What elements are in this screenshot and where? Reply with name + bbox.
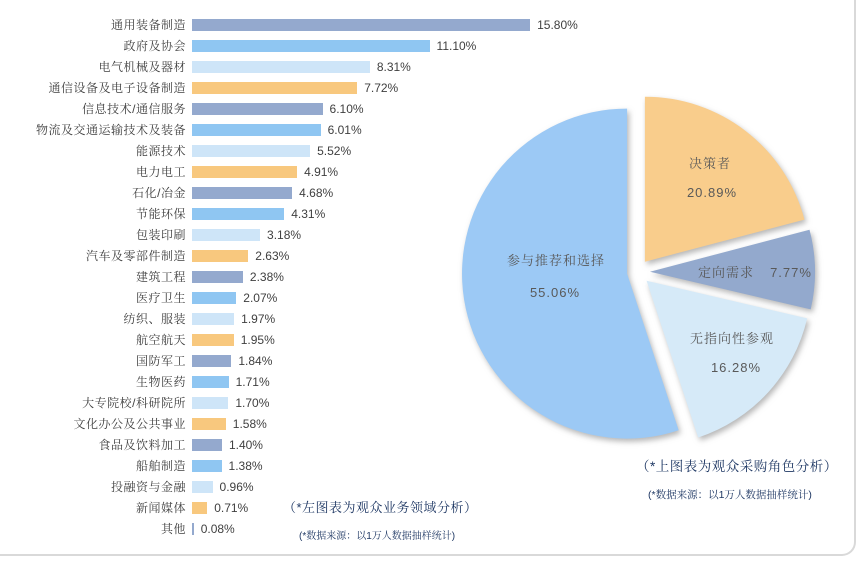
bar-row bbox=[0, 518, 578, 539]
bar-category-label: 其他 bbox=[160, 522, 186, 536]
bar-value-label: 1.58% bbox=[232, 416, 267, 431]
bar-category-label: 能源技术 bbox=[135, 144, 186, 158]
bar-category-label: 电气机械及器材 bbox=[98, 60, 186, 74]
bar-category-label: 通信设备及电子设备制造 bbox=[48, 81, 186, 95]
bar-category-label: 汽车及零部件制造 bbox=[85, 249, 186, 263]
bar-value-label: 11.10% bbox=[436, 38, 477, 53]
pie-slice-value: 16.28% bbox=[710, 360, 762, 375]
bar-category-label: 包装印刷 bbox=[135, 228, 186, 242]
pie-chart-note: （*上图表为观众采购角色分析） bbox=[636, 459, 838, 474]
bar-category-label: 航空航天 bbox=[135, 333, 186, 347]
bar-category-label: 纺织、服装 bbox=[123, 312, 186, 326]
bar bbox=[192, 40, 430, 52]
pie-slice-label: 决策者 bbox=[688, 156, 732, 171]
bar-value-label: 1.71% bbox=[235, 374, 270, 389]
bar-value-label: 1.95% bbox=[240, 332, 275, 347]
bar bbox=[192, 187, 292, 199]
bar bbox=[192, 166, 297, 178]
bar bbox=[192, 313, 234, 325]
bar-row bbox=[0, 14, 578, 35]
bar-chart-note: （*左图表为观众业务领域分析） bbox=[283, 500, 478, 515]
bar-value-label: 6.01% bbox=[327, 122, 362, 137]
bar-value-label: 1.97% bbox=[241, 311, 276, 326]
bar-value-label: 1.38% bbox=[228, 458, 263, 473]
bar-category-label: 石化/冶金 bbox=[132, 186, 186, 200]
bar-row bbox=[0, 56, 578, 77]
bar-value-label: 4.68% bbox=[299, 185, 334, 200]
bar-category-label: 节能环保 bbox=[135, 207, 186, 221]
bar bbox=[192, 271, 243, 283]
bar bbox=[192, 208, 284, 220]
bar-category-label: 大专院校/科研院所 bbox=[82, 396, 186, 410]
bar-value-label: 0.08% bbox=[200, 521, 235, 536]
bar bbox=[192, 418, 226, 430]
pie-slice-value: 20.89% bbox=[686, 185, 738, 200]
pie-slice-label: 定向需求 7.77% bbox=[698, 265, 812, 280]
bar bbox=[192, 19, 530, 31]
bar-value-label: 2.38% bbox=[249, 269, 284, 284]
bar-category-label: 信息技术/通信服务 bbox=[82, 102, 186, 116]
bar-category-label: 医疗卫生 bbox=[135, 291, 186, 305]
bar bbox=[192, 103, 323, 115]
bar-value-label: 0.96% bbox=[219, 479, 254, 494]
bar-value-label: 8.31% bbox=[376, 59, 411, 74]
bar-category-label: 通用装备制造 bbox=[110, 18, 186, 32]
bar-value-label: 6.10% bbox=[329, 101, 364, 116]
bar-category-label: 投融资与金融 bbox=[110, 480, 186, 494]
bar-category-label: 船舶制造 bbox=[135, 459, 186, 473]
bar-category-label: 新闻媒体 bbox=[135, 501, 186, 515]
bar-value-label: 2.63% bbox=[255, 248, 290, 263]
bar bbox=[192, 61, 370, 73]
bar-category-label: 食品及饮料加工 bbox=[98, 438, 186, 452]
bar bbox=[192, 145, 310, 157]
bar-category-label: 国防军工 bbox=[135, 354, 186, 368]
bar bbox=[192, 250, 248, 262]
pie-slice-label: 无指向性参观 bbox=[689, 331, 775, 346]
bar-category-label: 物流及交通运输技术及装备 bbox=[35, 123, 186, 137]
bar bbox=[192, 481, 213, 493]
bar bbox=[192, 355, 231, 367]
bar bbox=[192, 460, 222, 472]
purchase-role-pie-chart bbox=[445, 75, 855, 475]
bar-value-label: 15.80% bbox=[537, 17, 578, 32]
bar-value-label: 4.31% bbox=[291, 206, 326, 221]
bar-value-label: 2.07% bbox=[243, 290, 278, 305]
bar bbox=[192, 523, 194, 535]
bar-category-label: 电力电工 bbox=[135, 165, 186, 179]
bar-value-label: 3.18% bbox=[267, 227, 302, 242]
bar bbox=[192, 124, 321, 136]
bar bbox=[192, 397, 228, 409]
pie-slice bbox=[645, 97, 805, 262]
bar-value-label: 5.52% bbox=[317, 143, 352, 158]
pie-slice-value: 55.06% bbox=[529, 285, 581, 300]
pie-slice-label: 参与推荐和选择 bbox=[506, 253, 606, 268]
bar-value-label: 1.84% bbox=[238, 353, 273, 368]
bar-value-label: 1.40% bbox=[228, 437, 263, 452]
bar-value-label: 7.72% bbox=[364, 80, 399, 95]
bar-category-label: 政府及协会 bbox=[123, 39, 186, 53]
bar bbox=[192, 82, 357, 94]
bar-chart-source-note: (*数据来源：以1万人数据抽样统计) bbox=[299, 531, 456, 542]
bar bbox=[192, 334, 234, 346]
bar-row bbox=[0, 35, 578, 56]
bar-value-label: 1.70% bbox=[235, 395, 270, 410]
bar-category-label: 生物医药 bbox=[135, 375, 186, 389]
bar-value-label: 0.71% bbox=[214, 500, 249, 515]
bar-value-label: 4.91% bbox=[304, 164, 339, 179]
bar-category-label: 文化办公及公共事业 bbox=[73, 417, 186, 431]
bar-row bbox=[0, 476, 578, 497]
bar bbox=[192, 502, 207, 514]
bar bbox=[192, 439, 222, 451]
bar-category-label: 建筑工程 bbox=[135, 270, 186, 284]
pie-chart-source-note: (*数据来源：以1万人数据抽样统计) bbox=[648, 489, 812, 501]
bar bbox=[192, 292, 236, 304]
bar bbox=[192, 229, 260, 241]
bar bbox=[192, 376, 229, 388]
